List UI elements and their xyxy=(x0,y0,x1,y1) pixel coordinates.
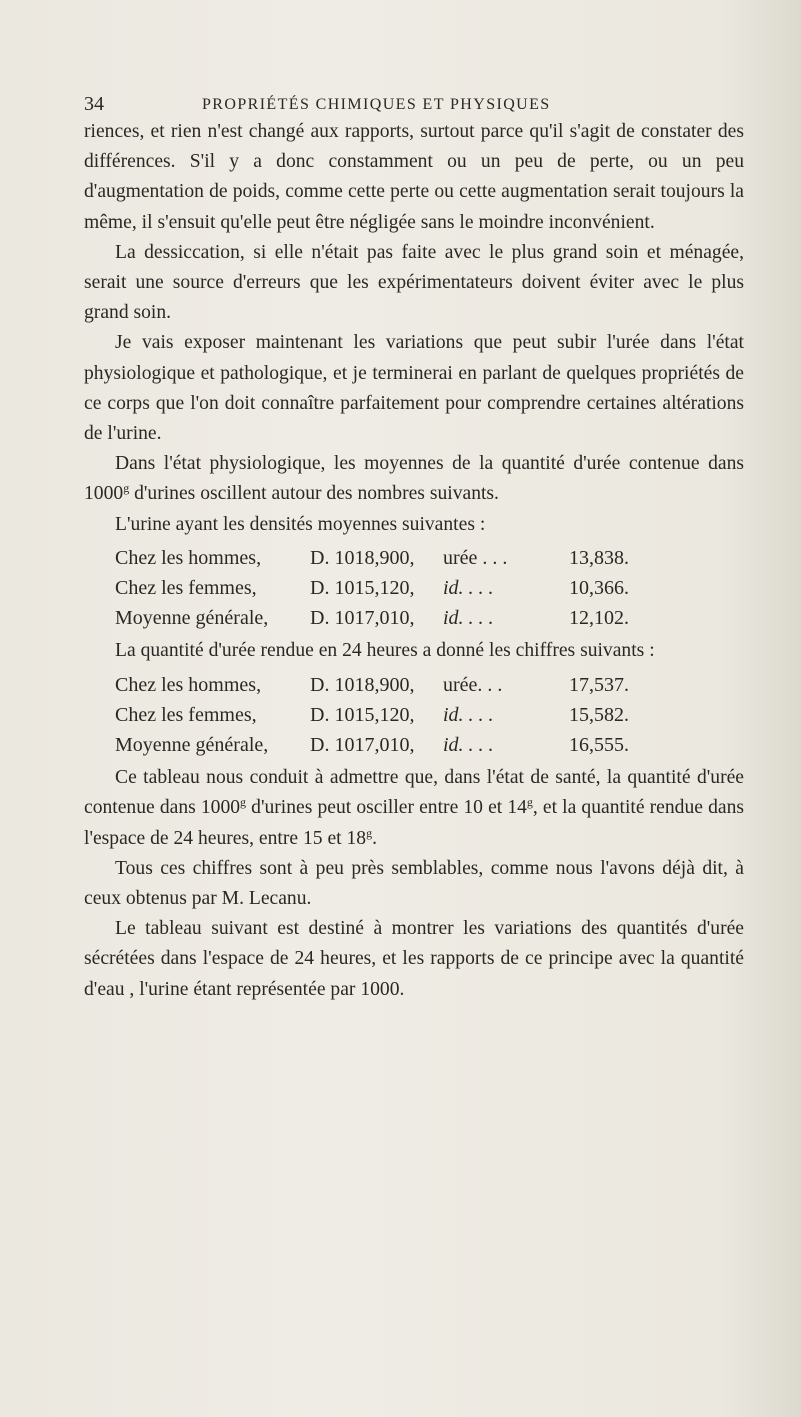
table-row xyxy=(115,603,744,633)
paragraph-7-text-b: d'urines peut osciller entre 10 et 14 xyxy=(246,797,527,819)
table-cell-group: Moyenne générale, xyxy=(115,607,269,630)
paragraph-7 xyxy=(84,763,744,854)
table-cell-group: Chez les femmes, xyxy=(115,703,257,726)
table-cell-substance: id. . . . xyxy=(443,577,494,600)
table-cell-density: D. 1017,010, xyxy=(310,733,415,756)
table-cell-value: 10,366. xyxy=(569,577,629,600)
table-cell-substance: id. . . . xyxy=(443,703,494,726)
gram-superscript: g xyxy=(123,481,130,496)
paragraph-6: La quantité d'urée rendue en 24 heures a donné les chiffres suivants : xyxy=(115,640,655,662)
table-cell-substance: id. . . . xyxy=(443,733,494,756)
gram-superscript: g xyxy=(240,795,247,810)
table-cell-value: 17,537. xyxy=(569,673,629,696)
table-cell-substance: urée. . . xyxy=(443,673,503,696)
table-cell-density: D. 1015,120, xyxy=(310,577,415,600)
table-cell-value: 13,838. xyxy=(569,546,629,569)
paragraph-8: Tous ces chiffres sont à peu près semblables, comme nous l'avons déjà dit, à ceux obtenus par M. Lecanu. xyxy=(84,857,744,909)
paragraph-5: L'urine ayant les densités moyennes suivantes : xyxy=(115,513,486,535)
paragraph-7-text-a: Ce tableau nous conduit à admettre que, dans l'état de santé, la quantité d'urée contenue dans 1000 xyxy=(84,767,744,819)
table-cell-value: 12,102. xyxy=(569,607,629,630)
paragraph-4-text-a: Dans l'état physiologique, les moyennes de la quantité d'urée contenue dans 1000 xyxy=(84,453,744,505)
table-cell-density: D. 1017,010, xyxy=(310,607,415,630)
table-row xyxy=(115,573,744,603)
gram-superscript: g xyxy=(526,795,533,810)
table-cell-group: Chez les femmes, xyxy=(115,577,257,600)
body-text xyxy=(84,117,744,1005)
gram-superscript: g xyxy=(366,825,373,840)
paragraph-9: Le tableau suivant est destiné à montrer les variations des quantités d'urée sécrétées dans l'espace de 24 heures, et les rapports de ce principe avec la quantité d'eau , l'urine étant représentée par 1000. xyxy=(84,918,744,1000)
table-cell-group: Moyenne générale, xyxy=(115,733,269,756)
paragraph-2: La dessiccation, si elle n'était pas faite avec le plus grand soin et ménagée, serait une source d'erreurs que les expérimentateurs doivent éviter avec le plus grand soin. xyxy=(84,241,744,324)
table-cell-group: Chez les hommes, xyxy=(115,673,262,696)
paragraph-4 xyxy=(84,449,744,509)
table-row xyxy=(115,700,744,730)
table-cell-value: 16,555. xyxy=(569,733,629,756)
table-cell-substance: id. . . . xyxy=(443,607,494,630)
paragraph-7-text-d: . xyxy=(372,827,377,849)
table-cell-group: Chez les hommes, xyxy=(115,546,262,569)
table-cell-density: D. 1015,120, xyxy=(310,703,415,726)
table-row xyxy=(115,543,744,573)
table-cell-density: D. 1018,900, xyxy=(310,673,415,696)
table-cell-value: 15,582. xyxy=(569,703,629,726)
table-cell-density: D. 1018,900, xyxy=(310,546,415,569)
table-cell-substance: urée . . . xyxy=(443,546,508,569)
paragraph-7-text-c: , et la quantité rendue dans l'espace de 24 heures, entre 15 et 18 xyxy=(84,797,744,849)
running-title: PROPRIÉTÉS CHIMIQUES ET PHYSIQUES xyxy=(202,96,551,113)
page-number: 34 xyxy=(84,93,104,115)
urea-24h-table xyxy=(115,670,744,761)
paragraph-4-text-b: d'urines oscillent autour des nombres suivants. xyxy=(129,483,499,505)
table-row xyxy=(115,670,744,700)
table-row xyxy=(115,730,744,760)
paragraph-3: Je vais exposer maintenant les variations que peut subir l'urée dans l'état physiologique et pathologique, et je terminerai en parlant de quelques propriétés de ce corps que l'on doit connaître parfaitement pour comprendre certaines altérations de l'urine. xyxy=(84,332,744,445)
urea-density-table xyxy=(115,543,744,634)
paragraph-1: riences, et rien n'est changé aux rapports, surtout parce qu'il s'agit de constater des différences. S'il y a donc constamment ou un peu de perte, ou un peu d'augmentation de poids, comme cette perte ou cette augmentation serait toujours la même, il s'ensuit qu'elle peut être négligée sans le moindre inconvénient. xyxy=(84,121,744,233)
